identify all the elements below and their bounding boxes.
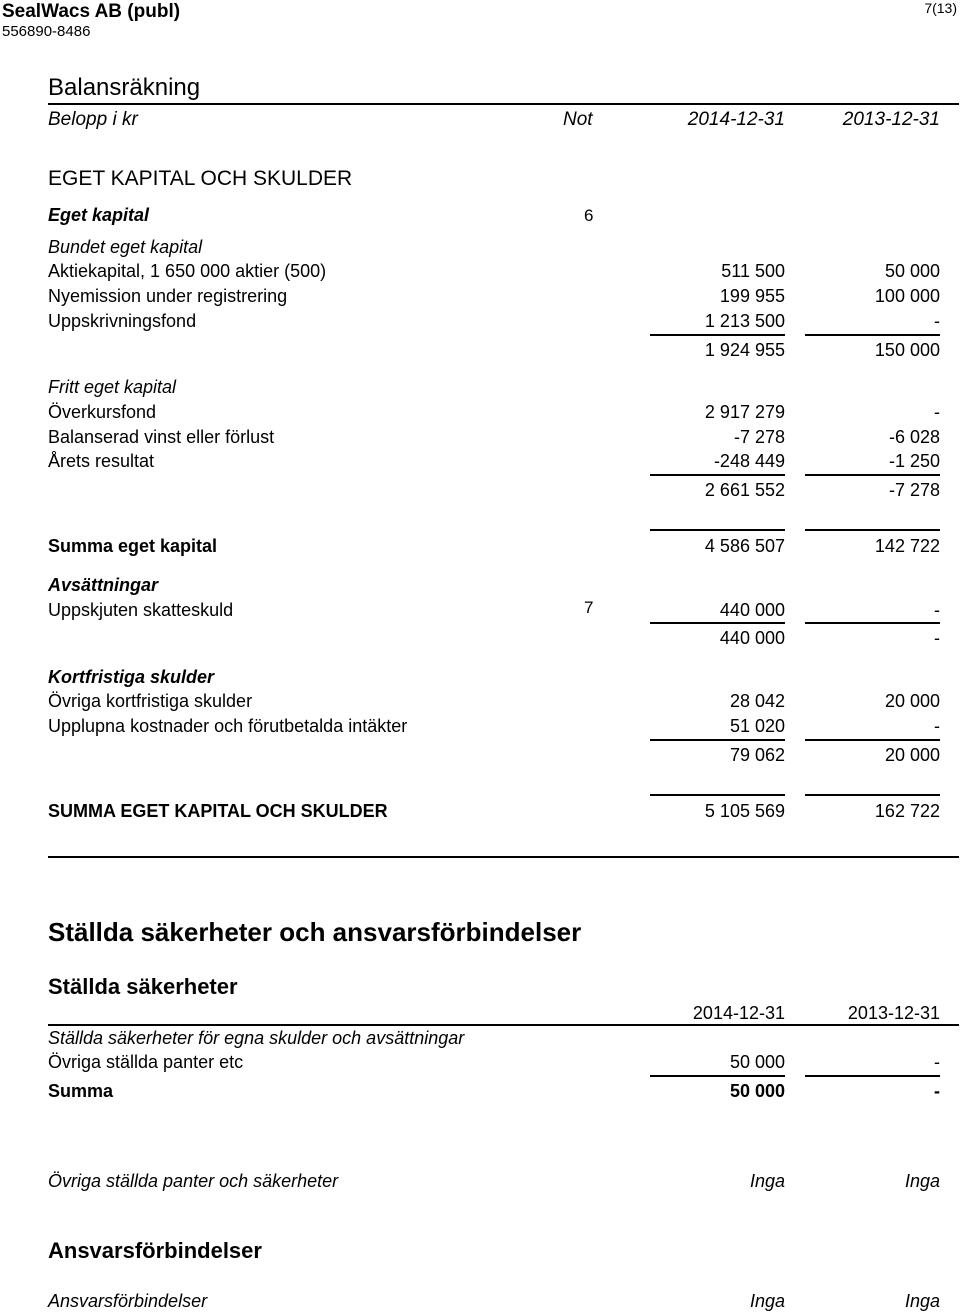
equity-note: 6 — [584, 206, 594, 225]
balance-sheet-title: Balansräkning — [48, 74, 201, 101]
subtotal-rule — [805, 739, 940, 741]
row-value-2013: 20 000 — [884, 691, 940, 711]
pledges-italic-label: Ställda säkerheter för egna skulder och avsättningar — [48, 1028, 465, 1048]
other-pledges-2013: Inga — [904, 1171, 940, 1191]
row-label: Övriga kortfristiga skulder — [48, 691, 253, 711]
deferred-tax-note: 7 — [584, 598, 594, 617]
subtotal-rule — [805, 622, 940, 624]
section-divider — [48, 856, 959, 858]
contingent-row-label: Ansvarsförbindelser — [48, 1291, 208, 1311]
row-value-2014: 2 917 279 — [704, 402, 785, 422]
section-equity-liabilities: EGET KAPITAL OCH SKULDER — [48, 167, 353, 190]
pledges-sum-2014: 50 000 — [729, 1081, 785, 1101]
deferred-tax-2013: - — [934, 600, 940, 620]
row-label: Uppskrivningsfond — [48, 311, 197, 331]
contingent-row-2014: Inga — [749, 1291, 785, 1311]
row-value-2013: 100 000 — [874, 286, 940, 306]
provisions-heading: Avsättningar — [48, 575, 159, 595]
column-header-2013: 2013-12-31 — [842, 109, 940, 130]
pledges-title: Ställda säkerheter och ansvarsförbindelser — [48, 917, 582, 947]
grand-total-2014: 5 105 569 — [704, 801, 785, 821]
pledges-sum-2013: - — [934, 1081, 940, 1101]
row-value-2013: 50 000 — [884, 261, 940, 281]
deferred-tax-2014: 440 000 — [719, 600, 785, 620]
column-header-note: Not — [563, 109, 593, 130]
column-header-amount: Belopp i kr — [48, 109, 138, 130]
contingent-title: Ansvarsförbindelser — [48, 1238, 262, 1263]
row-value-2014: 199 955 — [719, 286, 785, 306]
subtotal-rule — [650, 622, 785, 624]
other-pledges-2014: Inga — [749, 1171, 785, 1191]
page-number: 7(13) — [924, 0, 957, 16]
subtotal-rule — [650, 1075, 785, 1077]
row-value-2013: - — [934, 716, 940, 736]
pledges-row-2014: 50 000 — [729, 1052, 785, 1072]
pledges-column-2014: 2014-12-31 — [692, 1003, 785, 1023]
company-name: SealWacs AB (publ) — [2, 1, 181, 22]
row-label: Upplupna kostnader och förutbetalda intäkter — [48, 716, 408, 736]
row-value-2014: 28 042 — [729, 691, 785, 711]
row-value-2014: -7 278 — [733, 427, 785, 447]
subtotal-restricted-2013: 150 000 — [874, 340, 940, 360]
subtotal-unrestricted-2014: 2 661 552 — [704, 480, 785, 500]
subtotal-rule — [805, 474, 940, 476]
grand-total-2013: 162 722 — [874, 801, 940, 821]
column-header-2014: 2014-12-31 — [687, 109, 785, 130]
row-value-2014: -248 449 — [713, 451, 785, 471]
total-rule — [805, 529, 940, 531]
title-rule — [48, 103, 959, 105]
current-liabilities-heading: Kortfristiga skulder — [48, 667, 215, 687]
row-value-2014: 51 020 — [729, 716, 785, 736]
row-value-2014: 1 213 500 — [704, 311, 785, 331]
unrestricted-equity-heading: Fritt eget kapital — [48, 377, 177, 397]
subtotal-current-2014: 79 062 — [729, 745, 785, 765]
other-pledges-label: Övriga ställda panter och säkerheter — [48, 1171, 339, 1191]
grand-total-label: SUMMA EGET KAPITAL OCH SKULDER — [48, 801, 388, 821]
subtotal-restricted-2014: 1 924 955 — [704, 340, 785, 360]
row-label: Överkursfond — [48, 402, 157, 422]
total-rule — [805, 794, 940, 796]
subtotal-rule — [650, 334, 785, 336]
row-label: Årets resultat — [48, 451, 155, 471]
contingent-row-2013: Inga — [904, 1291, 940, 1311]
total-equity-2014: 4 586 507 — [704, 536, 785, 556]
pledges-row-label: Övriga ställda panter etc — [48, 1052, 244, 1072]
subtotal-rule — [650, 474, 785, 476]
row-value-2013: -1 250 — [888, 451, 940, 471]
subtotal-current-2013: 20 000 — [884, 745, 940, 765]
subtotal-provisions-2013: - — [934, 628, 940, 648]
subtotal-rule — [650, 739, 785, 741]
pledges-column-2013: 2013-12-31 — [847, 1003, 940, 1023]
total-equity-label: Summa eget kapital — [48, 536, 218, 556]
row-value-2014: 511 500 — [721, 261, 785, 281]
row-value-2013: - — [934, 402, 940, 422]
subtotal-provisions-2014: 440 000 — [719, 628, 785, 648]
subtotal-rule — [805, 1075, 940, 1077]
row-label: Aktiekapital, 1 650 000 aktier (500) — [48, 261, 327, 281]
row-label: Balanserad vinst eller förlust — [48, 427, 275, 447]
equity-heading: Eget kapital — [48, 205, 150, 225]
deferred-tax-label: Uppskjuten skatteskuld — [48, 600, 234, 620]
row-value-2013: - — [934, 311, 940, 331]
pledges-header-rule — [48, 1024, 959, 1026]
subtotal-rule — [805, 334, 940, 336]
pledges-row-2013: - — [934, 1052, 940, 1072]
row-value-2013: -6 028 — [888, 427, 940, 447]
total-rule — [650, 529, 785, 531]
subtotal-unrestricted-2013: -7 278 — [888, 480, 940, 500]
total-rule — [650, 794, 785, 796]
org-number: 556890-8486 — [2, 23, 91, 40]
pledges-subtitle: Ställda säkerheter — [48, 974, 238, 999]
pledges-sum-label: Summa — [48, 1081, 114, 1101]
restricted-equity-heading: Bundet eget kapital — [48, 237, 203, 257]
total-equity-2013: 142 722 — [874, 536, 940, 556]
row-label: Nyemission under registrering — [48, 286, 288, 306]
